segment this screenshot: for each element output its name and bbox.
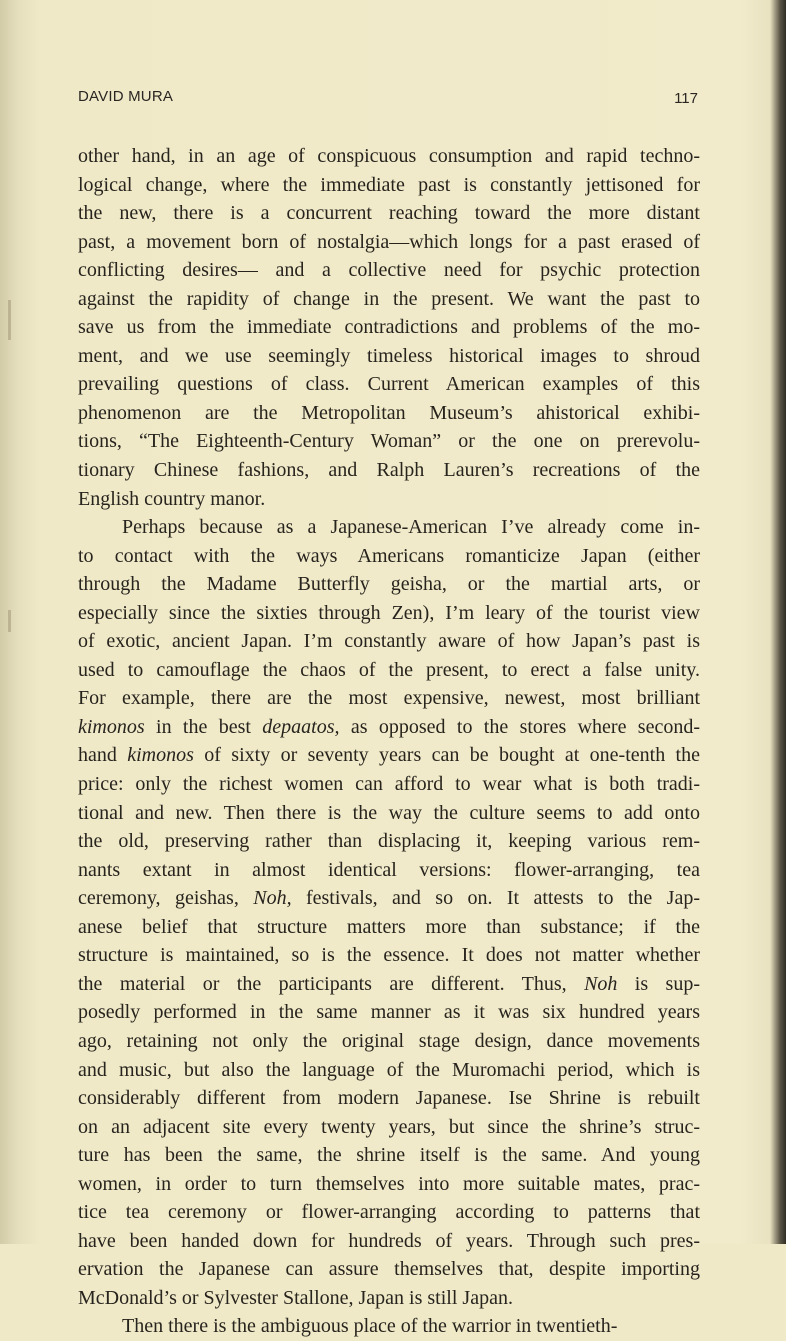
italic-term: Noh,	[253, 887, 292, 910]
text-run: used to camouflage the chaos of the present, to erect a false unity.	[78, 658, 700, 681]
text-run: phenomenon are the Metropolitan Museum’s ahistorical exhibi-	[78, 401, 700, 424]
text-line	[78, 513, 700, 542]
text-run: McDonald’s or Sylvester Stallone, Japan is still Japan.	[78, 1286, 513, 1309]
text-line	[78, 142, 700, 171]
text-line	[78, 1141, 700, 1170]
text-line	[78, 970, 700, 999]
text-line	[78, 427, 700, 456]
text-run: English country manor.	[78, 487, 266, 510]
text-line	[78, 1113, 700, 1142]
text-line	[78, 570, 700, 599]
italic-term: kimonos	[78, 715, 145, 738]
text-run: the material or the participants are different. Thus,	[78, 972, 585, 995]
text-run: other hand, in an age of conspicuous consumption and rapid techno-	[78, 145, 700, 167]
text-line	[78, 599, 700, 628]
text-run: is sup-	[617, 972, 700, 995]
text-line	[78, 1284, 700, 1313]
text-run: of exotic, ancient Japan. I’m constantly aware of how Japan’s past is	[78, 630, 700, 653]
text-line	[78, 1027, 700, 1056]
text-run: Then there is the ambiguous place of the warrior in twentieth-	[122, 1315, 618, 1338]
text-line	[78, 913, 700, 942]
running-head-author: DAVID MURA	[78, 88, 174, 105]
text-run: on an adjacent site every twenty years, but since the shrine’s struc-	[78, 1115, 700, 1138]
text-run: considerably different from modern Japanese. Ise Shrine is rebuilt	[78, 1087, 700, 1110]
text-line	[78, 399, 700, 428]
text-run: tional and new. Then there is the way the culture seems to add onto	[78, 801, 700, 824]
text-run: nants extant in almost identical versions: flower-arranging, tea	[78, 858, 700, 881]
text-run: through the Madame Butterfly geisha, or the martial arts, or	[78, 573, 700, 596]
text-run: past, a movement born of nostalgia—which longs for a past erased of	[78, 230, 700, 253]
text-line	[78, 228, 700, 257]
text-line	[78, 1198, 700, 1227]
text-line	[78, 1170, 700, 1199]
text-line	[78, 856, 700, 885]
text-run: and music, but also the language of the Muromachi period, which is	[78, 1058, 700, 1081]
text-line	[78, 1056, 700, 1085]
text-run: tice tea ceremony or flower-arranging according to patterns that	[78, 1201, 700, 1224]
text-run: especially since the sixties through Zen), I’m leary of the tourist view	[78, 601, 700, 624]
text-run: ervation the Japanese can assure themselves that, despite importing	[78, 1258, 700, 1281]
text-line	[78, 713, 700, 742]
text-run: logical change, where the immediate past is constantly jettisoned for	[78, 173, 700, 196]
text-line	[78, 171, 700, 200]
text-run: posedly performed in the same manner as it was six hundred years	[78, 1001, 700, 1024]
text-run: women, in order to turn themselves into more suitable mates, prac-	[78, 1172, 700, 1195]
text-run: price: only the richest women can afford to wear what is both tradi-	[78, 773, 700, 796]
text-line	[78, 542, 700, 571]
text-run: Perhaps because as a Japanese-American I’ve already come in-	[122, 516, 700, 539]
text-line	[78, 770, 700, 799]
text-line	[78, 199, 700, 228]
text-line	[78, 627, 700, 656]
text-line	[78, 827, 700, 856]
page-number: 117	[674, 90, 698, 107]
text-line	[78, 370, 700, 399]
text-line	[78, 342, 700, 371]
text-run: For example, there are the most expensive, newest, most brilliant	[78, 687, 700, 710]
text-line	[78, 884, 700, 913]
text-run: tions, “The Eighteenth-Century Woman” or the one on prerevolu-	[78, 430, 700, 453]
text-run: ceremony, geishas,	[78, 887, 254, 910]
body-text	[78, 142, 700, 1341]
text-line	[78, 998, 700, 1027]
text-run: of sixty or seventy years can be bought at one-tenth the	[193, 744, 700, 767]
text-line	[78, 256, 700, 285]
text-run: structure is maintained, so is the essence. It does not matter whether	[78, 944, 700, 967]
text-line	[78, 1227, 700, 1256]
text-line	[78, 456, 700, 485]
text-line	[78, 1084, 700, 1113]
text-run: conflicting desires— and a collective need for psychic protection	[78, 259, 700, 282]
text-line	[78, 656, 700, 685]
text-run: the old, preserving rather than displacing it, keeping various rem-	[78, 830, 700, 853]
text-line	[78, 1312, 700, 1341]
text-run: hand	[78, 744, 128, 767]
italic-term: kimonos	[127, 744, 194, 767]
text-run: ago, retaining not only the original stage design, dance movements	[78, 1029, 700, 1052]
text-run: ture has been the same, the shrine itself is the same. And young	[78, 1144, 700, 1167]
text-run: as opposed to the stores where second-	[339, 715, 700, 738]
text-run: festivals, and so on. It attests to the Jap-	[291, 887, 700, 910]
text-run: ment, and we use seemingly timeless historical images to shroud	[78, 344, 700, 367]
text-run: save us from the immediate contradictions and problems of the mo-	[78, 316, 700, 339]
text-line	[78, 285, 700, 314]
text-run: the new, there is a concurrent reaching toward the more distant	[78, 202, 700, 225]
spine-shadow	[8, 300, 11, 340]
text-run: against the rapidity of change in the present. We want the past to	[78, 287, 700, 310]
text-line	[78, 313, 700, 342]
text-line	[78, 741, 700, 770]
text-run: in the best	[144, 715, 263, 738]
text-run: tionary Chinese fashions, and Ralph Lauren’s recreations of the	[78, 459, 700, 482]
spine-shadow	[8, 610, 11, 632]
text-line	[78, 485, 700, 514]
text-line	[78, 799, 700, 828]
italic-term: Noh	[584, 972, 618, 995]
text-line	[78, 941, 700, 970]
italic-term: depaatos,	[262, 715, 340, 738]
text-run: have been handed down for hundreds of years. Through such pres-	[78, 1229, 700, 1252]
text-run: anese belief that structure matters more than substance; if the	[78, 915, 700, 938]
text-line	[78, 684, 700, 713]
text-run: to contact with the ways Americans romanticize Japan (either	[78, 544, 700, 567]
text-run: prevailing questions of class. Current American examples of this	[78, 373, 700, 396]
text-line	[78, 1255, 700, 1284]
